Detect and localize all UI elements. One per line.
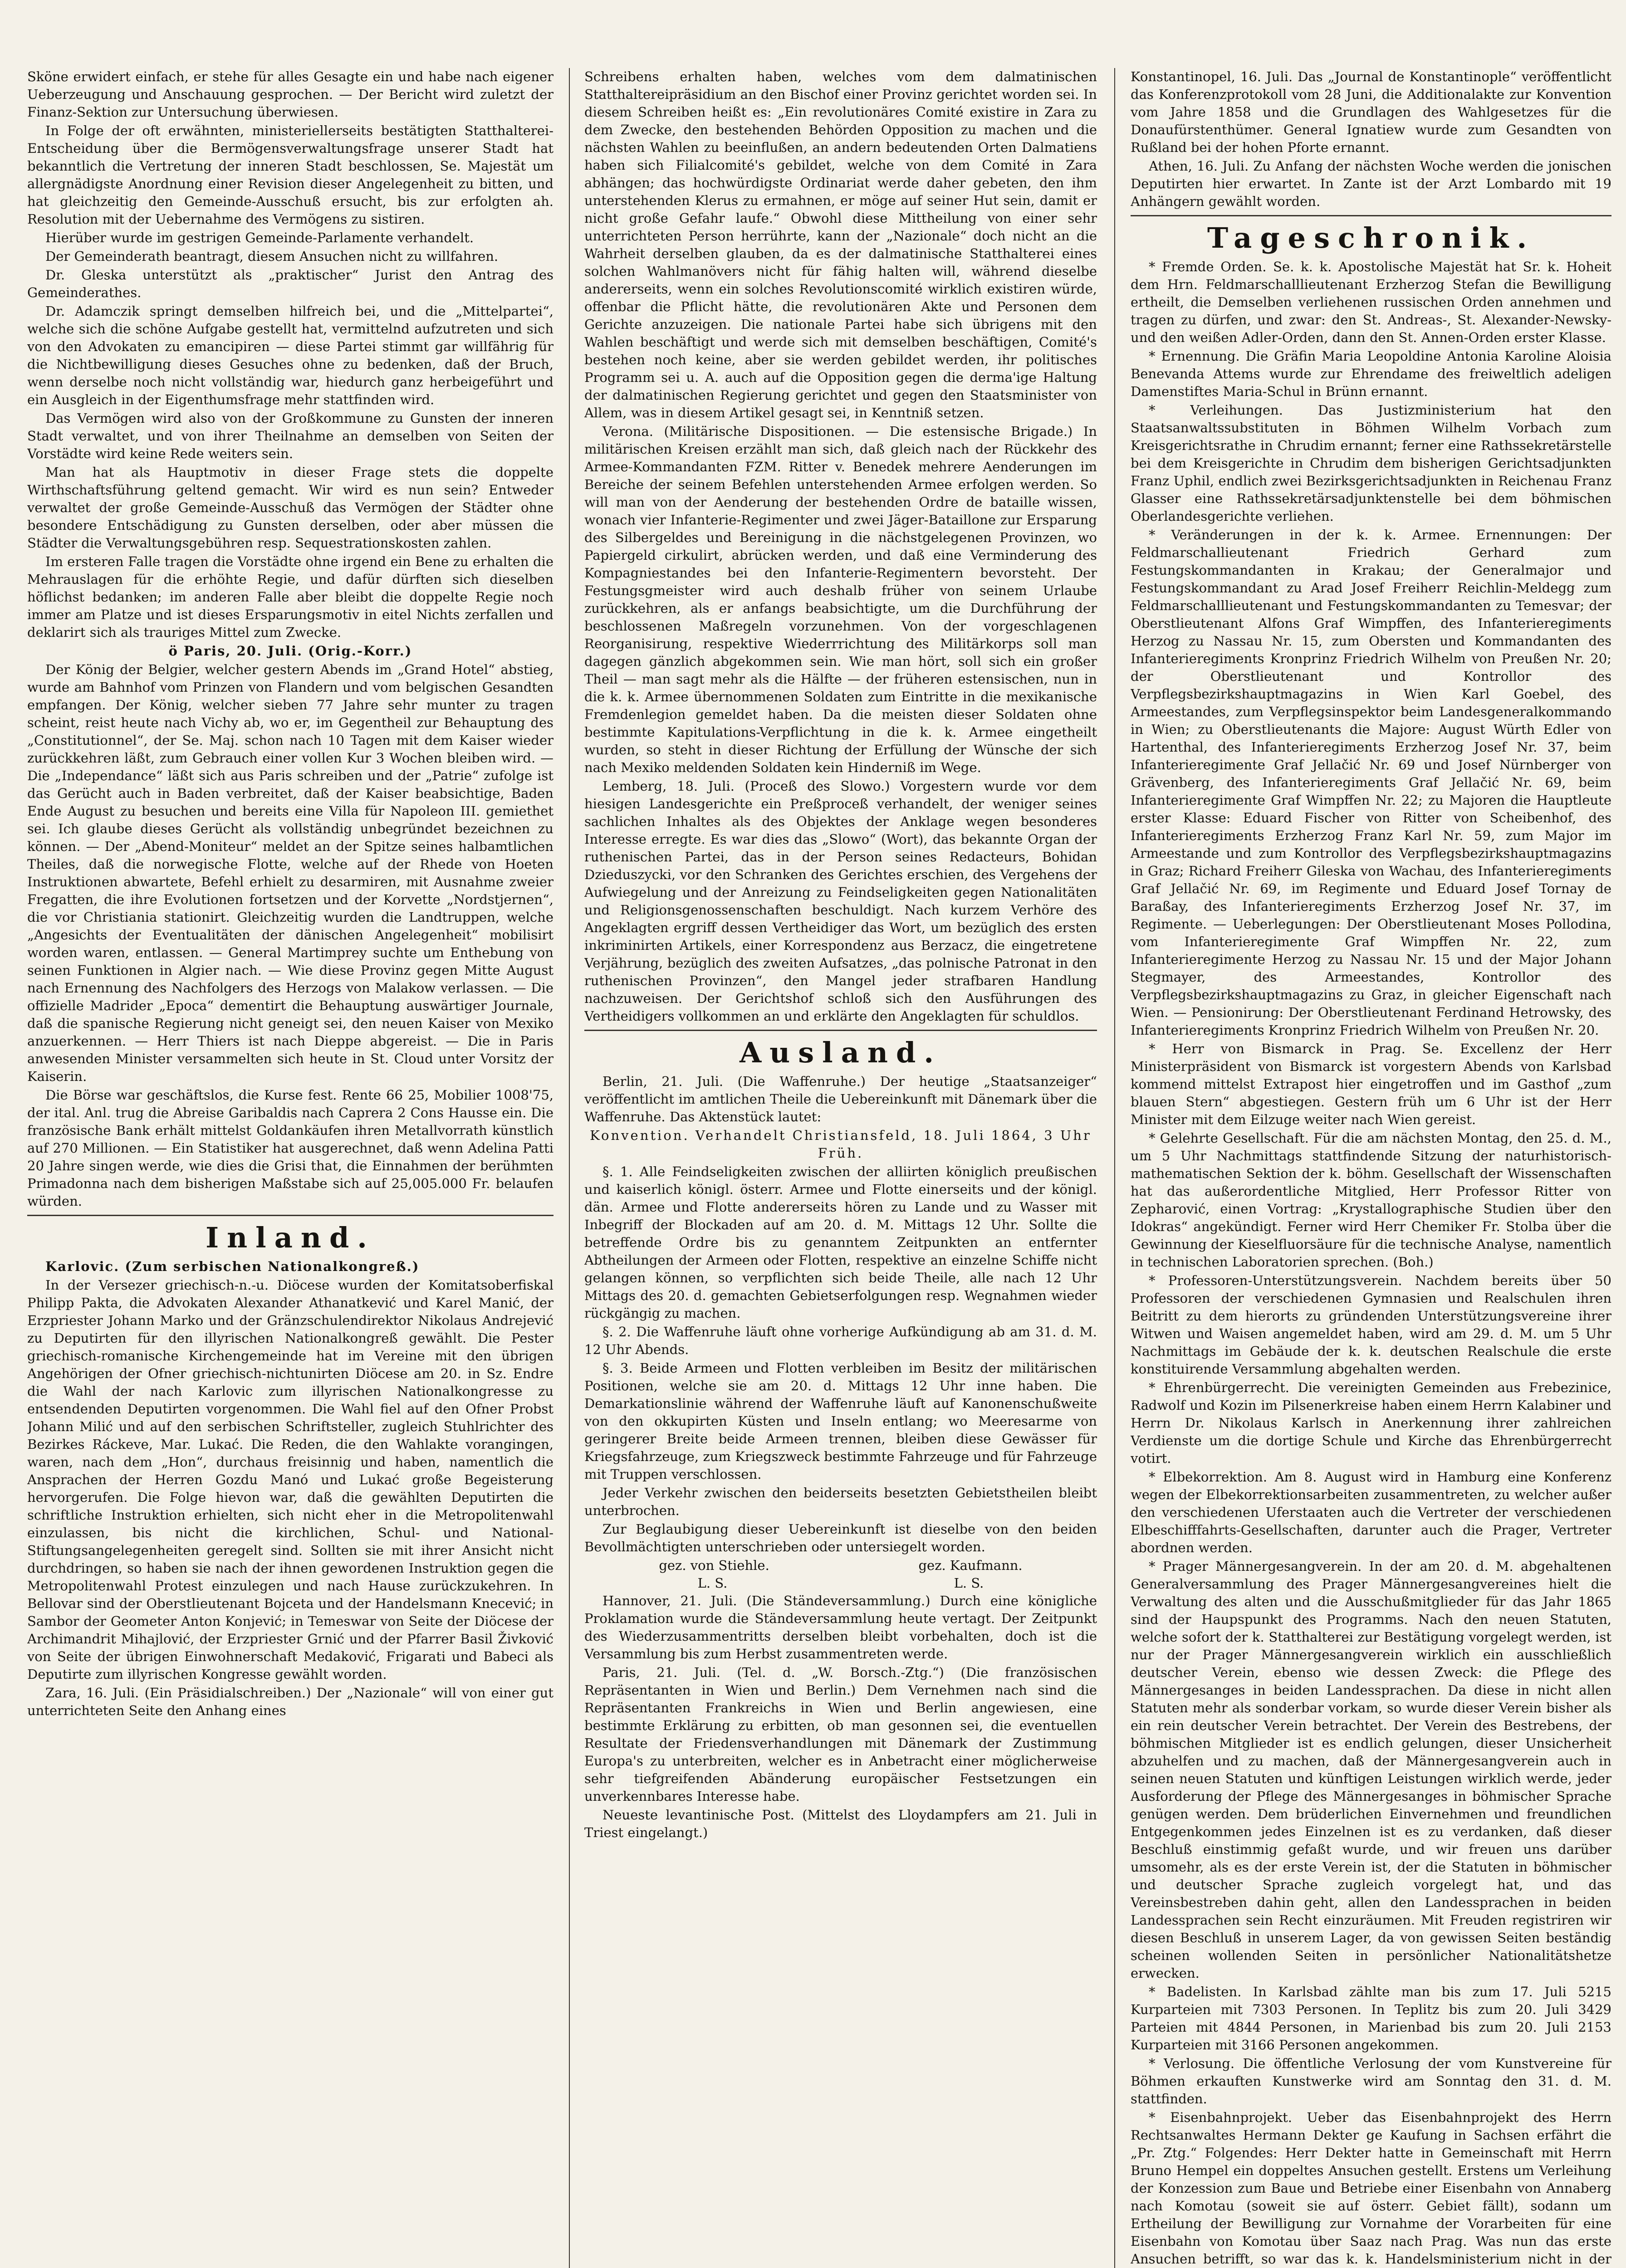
article-paragraph: Zara, 16. Juli. (Ein Präsidialschreiben.) Der „Nazionale“ will von einer gut unterrichteten Seite den Anhang eines [27,1685,553,1718]
article-paragraph: Hannover, 21. Juli. (Die Ständeversammlung.) Durch eine königliche Proklamation wurde die Ständeversammlung heute vertagt. Der Zeitpunkt des Wiederzusammentritts derselben bleibt vorbehalten, doch ist die Versammlung bis zum Herbst zusammentreten werde. [584,1593,1097,1662]
article-paragraph: Der König der Belgier, welcher gestern Abends im „Grand Hotel“ abstieg, wurde am Bahnhof vom Prinzen von Flandern und vom belgischen Gesandten empfangen. Der König, welcher sieben 77 Jahre sehr munter zu tragen scheint, reist heute nach Vichy ab, wo er, im Gegentheil zur Behauptung des „Constitutionnel“, der Se. Maj. schon nach 10 Tagen mit dem Kaiser wieder zurückkehren läßt, zum Gebrauch einer vollen Kur 3 Wochen bleiben wird. — Die „Independance“ läßt sich aus Paris schreiben und der „Patrie“ zufolge ist das Gerücht auch in Baden verbreitet, daß der Kaiser beabsichtige, Baden Ende August zu besuchen und bereits eine Villa für Napoleon III. gemiethet sei. Ich glaube dieses Gerücht als vollständig unbegründet bezeichnen zu können. — Der „Abend-Moniteur“ meldet an der Spitze seines halbamtlichen Theiles, daß die norwegische Flotte, welche auf der Rhede von Hoeten Instruktionen abwartete, Befehl erhielt zu desarmiren, mit Ausnahme zweier Fregatten, die ihre Evolutionen fortsetzen und der Korvette „Nordstjernen“, die vor Christiania stationirt. Gleichzeitig wurden die Landtruppen, welche „Angesichts der Eventualitäten der dänischen Angelegenheit“ mobilisirt worden waren, entlassen. — General Martimprey suchte um Enthebung von seinen Funktionen in Algier nach. — Wie diese Provinz gegen Mitte August nach Ernennung des Nachfolgers des Herzogs von Malakow verlassen. — Die offizielle Madrider „Epoca“ dementirt die Behauptung auswärtiger Journale, daß die spanische Regierung nicht geneigt sei, den neuen Kaiser von Mexiko anzuerkennen. — Herr Thiers ist nach Dieppe abgereist. — Die in Paris anwesenden Minister versammelten sich heute in St. Cloud unter Vorsitz der Kaiserin. [27,662,553,1084]
column-1 [27,68,553,2268]
section-heading-tageschronik: Tageschronik. [1207,221,1535,254]
chronicle-item: * Eisenbahnprojekt. Ueber das Eisenbahnprojekt des Herrn Rechtsanwaltes Hermann Dekter ge Kaufung in Sachsen erfährt die „Pr. Ztg.“ Folgendes: Herr Dekter hatte in Gemeinschaft mit Herrn Bruno Hempel ein doppeltes Ansuchen gestellt. Erstens um Verleihung der Konzession zum Baue und Betriebe einer Eisenbahn von Annaberg nach Komotau (soweit sie auf österr. Gebiet fällt), sodann um Ertheilung der Bewilligung zur Vornahme der Vorarbeiten für eine Eisenbahn von Komotau über Saaz nach Prag. Was nun das erste Ansuchen betrifft, so war das k. k. Handelsministerium nicht in der [1131,2110,1611,2267]
article-paragraph: Das Vermögen wird also von der Großkommune zu Gunsten der inneren Stadt verwaltet, und von ihrer Theilnahme an demselben von Seiten der Vorstädte wird keine Rede weiters sein. [27,411,553,461]
signature-block [584,1557,1097,1574]
article-paragraph: Man hat als Hauptmotiv in dieser Frage stets die doppelte Wirthschaftsführung geltend gemacht. Wir wird es nun sein? Entweder verwaltet der große Gemeinde-Ausschuß das Vermögen der Städter ohne besondere Entschädigung zu Gunsten derselben, oder aber müssen die Städter die Verwaltungsgebühren resp. Sequestrationskosten zahlen. [27,464,553,551]
signature-right: gez. Kaufmann. [918,1558,1023,1573]
signature-left: gez. von Stiehle. [659,1558,769,1573]
karlovic-dateline: Karlovic. (Zum serbischen Nationalkongreß.) [45,1259,420,1274]
chronicle-item: * Ehrenbürgerrecht. Die vereinigten Gemeinden aus Frebezinice, Radwolf und Kozin im Pilsenerkreise haben einem Herrn Kalabiner und Herrn Dr. Nikolaus Karlsch in Anerkennung ihrer zahlreichen Verdienste um die dortige Schule und Kirche das Ehrenbürgerrecht votirt. [1131,1380,1611,1466]
column-2 [584,68,1097,2268]
article-paragraph: Im ersteren Falle tragen die Vorstädte ohne irgend ein Bene zu erhalten die Mehrauslagen für die erhöhte Regie, und dafür dürften sich dieselben höflichst bedanken; im anderen Falle aber bleibt die doppelte Regie noch immer am Platze und ist dieses Ersparungsmotiv in eitel Nichts zerfallen und deklarirt sich als trauriges Mittel zum Zwecke. [27,554,553,640]
article-paragraph: Zur Beglaubigung dieser Uebereinkunft ist dieselbe von den beiden Bevollmächtigten unterschrieben oder untersiegelt worden. [584,1521,1097,1554]
section-heading-ausland: Ausland. [740,1036,942,1069]
chronicle-item: * Ernennung. Die Gräfin Maria Leopoldine Antonia Karoline Aloisia Benevanda Attems wurde zur Ehrendame des freiweltlich adeligen Damenstiftes Maria-Schul in Brünn ernannt. [1131,348,1611,399]
section-heading-inland: Inland. [206,1221,375,1254]
newspaper-page [27,68,1611,2268]
article-paragraph: Hierüber wurde im gestrigen Gemeinde-Parlamente verhandelt. [45,230,474,245]
article-paragraph: §. 2. Die Waffenruhe läuft ohne vorherige Aufkündigung ab am 31. d. M. 12 Uhr Abends. [584,1324,1097,1357]
article-paragraph: Jeder Verkehr zwischen den beiderseits besetzten Gebietstheilen bleibt unterbrochen. [584,1485,1097,1518]
chronicle-item: * Gelehrte Gesellschaft. Für die am nächsten Montag, den 25. d. M., um 5 Uhr Nachmittags stattfindende Sitzung der naturhistorisch-mathematischen Sektion der k. böhm. Gesellschaft der Wissenschaften hat das außerordentliche Mitglied, Herr Professor Ritter von Zepharović, einen Vortrag: „Krystallographische Studien über den Idokras“ angekündigt. Ferner wird Herr Chemiker Fr. Stolba über die Gewinnung der Kieselfluorsäure für die technische Analyse, namentlich in technischen Laboratorien sprechen. (Boh.) [1131,1130,1611,1270]
article-paragraph: In der Versezer griechisch-n.-u. Diöcese wurden der Komitatsoberfiskal Philipp Pakta, die Advokaten Alexander Athanatkević und Karel Manić, der Erzpriester Johann Marko und der Gränzschulendirektor Nikolaus Andrejević zu Deputirten für den illyrischen Nationalkongreß gewählt. Die Pester griechisch-romanische Kirchengemeinde hat im Vereine mit den übrigen Angehörigen der Ofner griechisch-nichtunirten Diöcese am 20. in Sz. Endre die Wahl der nach Karlovic zum illyrischen Nationalkongresse zu entsendenden Deputirten vorgenommen. Die Wahl fiel auf den Ofner Probst Johann Milić und auf den serbischen Schriftsteller, zugleich Stuhlrichter des Bezirkes Ráckeve, Mar. Lukać. Die Reden, die den Wahlakte vorangingen, waren, nach dem „Hon“, durchaus freisinnig und haben, namentlich die Ansprachen der Herren Gozdu Manó und Lukać große Begeisterung hervorgerufen. Die Folge hievon war, daß die gewählten Deputirten die schriftliche Instruktion erhielten, sich nicht eher in die Metropolitenwahl einzulassen, bis nicht die kirchlichen, Schul- und National-Stiftungsangelegenheiten geregelt sind. Sollten sie mit ihrer Ansicht nicht durchdringen, so haben sie nach der ihnen gewordenen Instruktion gegen die Metropolitenwahl Protest einzulegen und nach Hause zurückzukehren. In Bellovar sind der Oberstlieutenant Bojceta und der Handelsmann Knecević; in Sambor der Geometer Anton Konjević; in Temeswar von Seite der Diöcese der Archimandrit Mihajlović, der Erzpriester Grnić und der Pfarrer Basil Živković von Seite der übrigen Einwohnerschaft Medaković, Frigarati und Babeci als Deputirte zum illyrischen Kongresse gewählt worden. [27,1277,553,1682]
chronicle-item: * Fremde Orden. Se. k. k. Apostolische Majestät hat Sr. k. Hoheit dem Hrn. Feldmarschalllieutenant Erzherzog Stefan die Bewilligung ertheilt, die Demselben verliehenen russischen Orden annehmen und tragen zu dürfen, und zwar: den St. Andreas-, St. Alexander-Newsky- und den weißen Adler-Orden, dann den St. Annen-Orden erster Klasse. [1131,259,1611,345]
chronicle-item: * Verleihungen. Das Justizministerium hat den Staatsanwaltssubstituten in Böhmen Wilhelm Vorbach zum Kreisgerichtsrathe in Chrudim ernannt; ferner eine Rathssekretärstelle bei dem Kreisgerichte in Chrudim dem bisherigen Gerichtsadjunkten Franz Uphil, endlich zwei Bezirksgerichtsadjunkten in Reichenau Franz Glasser eine Rathssekretärsadjunktenstelle bei dem böhmischen Oberlandesgerichte verliehen. [1131,402,1611,524]
chronicle-item: * Veränderungen in der k. k. Armee. Ernennungen: Der Feldmarschallieutenant Friedrich Gerhard zum Festungskommandanten in Krakau; der Generalmajor und Festungskommandant zu Arad Josef Freiherr Reichlin-Meldegg zum Feldmarschalllieutenant und Festungskommandanten zu Temesvar; der Oberstlieutenant Alfons Graf Wimpffen, des Infanterieregiments Herzog zu Nassau Nr. 15, zum Obersten und Kommandanten des Infanterieregiments Kronprinz Friedrich Wilhelm von Preußen Nr. 20; der Oberstlieutenant und Kontrollor des Verpflegsbezirkshauptmagazins in Wien Karl Goebel, des Armeestandes, zum Verpflegsinspektor beim Landesgeneralkommando in Wien; zu Oberstlieutenants die Majore: August Würth Edler von Hartenthal, des Infanterieregiments Erzherzog Josef Nr. 37, beim Infanterieregimente Graf Jellačić Nr. 69 und Josef Nürnberger von Grävenberg, des Infanterieregiments Graf Jellačić Nr. 69, beim Infanterieregimente Graf Wimpffen Nr. 22; zu Majoren die Hauptleute erster Klasse: Eduard Fischer von Ritter von Scheibenhof, des Infanterieregiments Erzherzog Franz Karl Nr. 59, zum Major im Armeestande und zum Kontrollor des Verpflegsbezirkshauptmagazins in Graz; Richard Freiherr Gileska von Wachau, des Infanterieregiments Graf Jellačić Nr. 69, im Regimente und Eduard Josef Tornay de Baraßay, des Infanterieregiments Erzherzog Josef Nr. 37, im Regimente. — Ueberlegungen: Der Oberstlieutenant Moses Pollodina, vom Infanterieregimente Graf Wimpffen Nr. 22, zum Infanterieregimente Herzog zu Nassau Nr. 15 und der Major Johann Stegmayer, des Armeestandes, Kontrollor des Verpflegsbezirkshauptmagazins zu Graz, in gleicher Eigenschaft nach Wien. — Pensionirung: Der Oberstlieutenant Ferdinand Hetrowsky, des Infanterieregiments Kronprinz Friedrich Wilhelm von Preußen Nr. 20. [1131,527,1611,1038]
article-paragraph: Paris, 21. Juli. (Tel. d. „W. Borsch.-Ztg.“) (Die französischen Repräsentanten in Wien und Berlin.) Dem Vernehmen nach sind die Repräsentanten Frankreichs in Wien und Berlin angewiesen, eine bestimmte Erklärung zu erbitten, ob man gesonnen sei, die eventuellen Resultate der Friedensverhandlungen mit Dänemark der Zustimmung Europa's zu unterbreiten, welcher es in Anbetracht einer möglicherweise sehr tiefgreifenden Abänderung europäischer Festsetzungen ein unverkennbares Interesse habe. [584,1665,1097,1804]
column-divider [1114,68,1115,2268]
article-paragraph: Athen, 16. Juli. Zu Anfang der nächsten Woche werden die jonischen Deputirten hier erwartet. In Zante ist der Arzt Lombardo mit 19 Anhängern gewählt worden. [1131,158,1611,209]
column-3 [1131,68,1611,2268]
chronicle-item: * Herr von Bismarck in Prag. Se. Excellenz der Herr Ministerpräsident von Bismarck ist vorgestern Abends von Karlsbad kommend mittelst Extrapost hier eingetroffen und im Gasthof „zum blauen Stern“ abgestiegen. Gestern früh um 6 Uhr ist der Herr Minister mit dem Eilzuge weiter nach Wien gereist. [1131,1041,1611,1127]
convention-heading: Konvention. Verhandelt Christiansfeld, 18. Juli 1864, 3 Uhr Früh. [590,1128,1092,1161]
column-divider [569,68,570,2268]
chronicle-item: * Verlosung. Die öffentliche Verlosung der vom Kunstvereine für Böhmen erkauften Kunstwerke wird am Sonntag den 31. d. M. stattfinden. [1131,2056,1611,2107]
seal-right: L. S. [954,1575,984,1591]
article-paragraph: Sköne erwidert einfach, er stehe für alles Gesagte ein und habe nach eigener Ueberzeugung und Anschauung gesprochen. — Der Bericht wird zuletzt der Finanz-Sektion zur Untersuchung überwiesen. [27,69,553,120]
article-paragraph: §. 1. Alle Feindseligkeiten zwischen der alliirten königlich preußischen und kaiserlich königl. österr. Armee und Flotte einerseits und der königl. dän. Armee und Flotte andererseits hören zu Lande und zu Wasser mit Inbegriff der Blockaden auf am 20. d. M. Mittags 12 Uhr. Sollte die betreffende Ordre bis zu genanntem Zeitpunkten an entfernter Abtheilungen der Armeen oder Flotten, respektive an einzelne Schiffe nicht gelangen können, so verpflichten sich beide Theile, alle nach 12 Uhr Mittags des 20. d. gemachten Gebietserfolgungen resp. Wegnahmen wieder rückgängig zu machen. [584,1164,1097,1321]
article-paragraph: Verona. (Militärische Dispositionen. — Die estensische Brigade.) In militärischen Kreisen erzählt man sich, daß gleich nach der Rückkehr des Armee-Kommandanten FZM. Ritter v. Benedek mehrere Aenderungen im Bereiche der seinem Befehlen unterstehenden Armee erfolgen werden. So will man von der Aenderung der bestehenden Ordre de bataille wissen, wonach vier Infanterie-Regimenter und zwei Jäger-Bataillone zur Ersparung des Silbergeldes und Bereinigung in die nächstgelegenen Provinzen, wo Papiergeld cirkulirt, abrücken werden, und daß eine Verminderung des Kompagniestandes bei den Infanterie-Regimentern bevorsteht. Der Festungsgmeister wird auch deshalb früher von seinem Urlaube zurückkehren, als er anfangs beabsichtigte, um die Durchführung der beschlossenen Maßregeln vorzunehmen. Von der vorgeschlagenen Reorganisirung, respektive Wiederrrichtung des Militärkorps soll man dagegen gänzlich abgekommen sein. Wie man hört, soll sich ein großer Theil — man sagt mehr als die Hälfte — der früheren estensischen, nun in die k. k. Armee übernommenen Soldaten zum Eintritte in die mexikanische Fremdenlegion gemeldet haben. Da die meisten dieser Soldaten ohne bestimmte Kapitulations-Verpflichtung in die k. k. Armee eingetheilt wurden, so steht in dieser Richtung der Erfüllung der Wünsche der sich nach Mexiko meldenden Soldaten kein Hinderniß im Wege. [584,424,1097,775]
section-divider [1131,215,1611,216]
chronicle-item: * Elbekorrektion. Am 8. August wird in Hamburg eine Konferenz wegen der Elbekorrektionsarbeiten zusammentreten, zu welcher außer den verschiedenen Uferstaaten auch die Vertreter der verschiedenen Elbeschifffahrts-Gesellschaften, darunter auch die Prager, Vertreter abordnen werden. [1131,1469,1611,1555]
article-paragraph: Lemberg, 18. Juli. (Proceß des Slowo.) Vorgestern wurde vor dem hiesigen Landesgerichte ein Preßproceß verhandelt, der weniger seines sachlichen Inhaltes als des Objektes der Anklage wegen besonderes Interesse erregte. Es war dies das „Slowo“ (Wort), das bekannte Organ der ruthenischen Partei, das in der Person seines Redacteurs, Bohidan Dzieduszycki, vor den Schranken des Gerichtes erschien, des Vergehens der Aufwiegelung und der Anreizung zu Feindseligkeiten gegen Nationalitäten und Religionsgenossenschaften beschuldigt. Nach kurzem Verhöre des Angeklagten ergriff dessen Vertheidiger das Wort, um bezüglich des ersten inkriminirten Artikels, einer Korrespondenz aus Berzacz, die eingetretene Verjährung, bezüglich des zweiten Aufsatzes, „das polnische Patronat in den ruthenischen Provinzen“, den Mangel jeder strafbaren Handlung nachzuweisen. Der Gerichtshof schloß sich den Ausführungen des Vertheidigers vollkommen an und erklärte den Angeklagten für schuldlos. [584,778,1097,1024]
section-divider [584,1030,1097,1031]
article-paragraph: Die Börse war geschäftslos, die Kurse fest. Rente 66 25, Mobilier 1008'75, der ital. Anl. trug die Abreise Garibaldis nach Caprera 2 Cons Hausse ein. Die französische Bank erhält mittelst Goldankäufen ihren Metallvorrath künstlich auf 270 Millionen. — Ein Statistiker hat ausgerechnet, daß wenn Adelina Patti 20 Jahre singen werde, wie dies die Grisi that, die Einnahmen der berühmten Primadonna nach dem bisherigen Maßstabe sich auf 25,005.000 Fr. belaufen würden. [27,1087,553,1209]
article-paragraph: Berlin, 21. Juli. (Die Waffenruhe.) Der heutige „Staatsanzeiger“ veröffentlicht im amtlichen Theile die Uebereinkunft mit Dänemark über die Waffenruhe. Das Aktenstück lautet: [584,1074,1097,1124]
article-paragraph: §. 3. Beide Armeen und Flotten verbleiben im Besitz der militärischen Positionen, welche sie am 20. d. Mittags 12 Uhr inne haben. Die Demarkationslinie während der Waffenruhe läuft auf Kanonenschußweite von den okkupirten Küsten und Inseln entlang; wo Meeresarme von geringerer Breite beide Armeen trennen, bleiben diese Gewässer für Kriegsfahrzeuge, zum Kriegszweck bestimmte Fahrzeuge und für Fahrzeuge mit Truppen verschlossen. [584,1360,1097,1482]
chronicle-item: * Badelisten. In Karlsbad zählte man bis zum 17. Juli 5215 Kurparteien mit 7303 Personen. In Teplitz bis zum 20. Juli 3429 Parteien mit 4844 Personen, in Marienbad bis zum 20. Juli 2153 Kurparteien mit 3166 Personen angekommen. [1131,1984,1611,2053]
article-paragraph: Dr. Adamczik springt demselben hilfreich bei, und die „Mittelpartei“, welche sich die schöne Aufgabe gestellt hat, vermittelnd aufzutreten und sich von den Advokaten zu emancipiren — diese Partei stimmt gar willfährig für die Nichtbewilligung dieses Gesuches ohne zu bedenken, daß der Bruch, wenn derselbe noch nicht vollständig war, hiedurch ganz herbeigeführt und ein Ausgleich in der Eigenthumsfrage mehr stattfinden wird. [27,303,553,407]
article-paragraph: Dr. Gleska unterstützt als „praktischer“ Jurist den Antrag des Gemeinderathes. [27,267,553,300]
article-paragraph: Konstantinopel, 16. Juli. Das „Journal de Konstantinople“ veröffentlicht das Konferenzprotokoll vom 28 Juni, die Additionalakte zur Konvention vom Jahre 1858 und die Grundlagen des Wahlgesetzes für die Donaufürstenthümer. General Ignatiew wurde zum Gesandten von Rußland bei der hohen Pforte ernannt. [1131,69,1611,155]
article-paragraph: Neueste levantinische Post. (Mittelst des Lloydampfers am 21. Juli in Triest eingelangt.) [584,1807,1097,1840]
paris-dateline: ö Paris, 20. Juli. (Orig.-Korr.) [168,643,412,659]
chronicle-item: * Professoren-Unterstützungsverein. Nachdem bereits über 50 Professoren der verschiedenen Gymnasien und Realschulen ihren Beitritt zu dem hierorts zu gründenden Unterstützungsvereine ihrer Witwen und Waisen angemeldet haben, wird am 29. d. M. um 5 Uhr Nachmittags im Gebäude der k. k. deutschen Realschule die erste konstituirende Versammlung abgehalten werden. [1131,1273,1611,1377]
section-divider [27,1215,553,1216]
chronicle-item: * Prager Männergesangverein. In der am 20. d. M. abgehaltenen Generalversammlung des Prager Männergesangvereines hielt die Verwaltung des alten und die Ausschußmitglieder für das Jahr 1865 sind der Haupspunkt des Programms. Nach den neuen Statuten, welche sofort der k. Statthalterei zur Bestätigung vorgelegt werden, ist nur der Prager Männergesangverein wirklich ein ausschließlich deutscher Verein, ebenso wie dessen Zweck: die Pflege des Männergesanges in beiden Landessprachen. Da diese in nicht allen Statuten mehr als sonderbar vorkam, so wurde dieser Verein bisher als ein rein deutscher Verein betrachtet. Der Verein des Bestrebens, der böhmischen Mitglieder ist es endlich gelungen, dieser Unsicherheit abzuhelfen und zu machen, daß der Männergesangverein auch in seinen neuen Statuten und künftigen Leistungen wirklich werde, jeder Ausforderung der Pflege des Männergesanges in böhmischer Sprache genügen werden. Dem brüderlichen Einvernehmen und freundlichen Entgegenkommen jedes Einzelnen ist es zu verdanken, daß dieser Beschluß einstimmig gefaßt wurde, und wir freuen uns darüber umsomehr, als es der erste Verein ist, der die Statuten in böhmischer und deutscher Sprache zugleich vorgelegt hat, und das Vereinsbestreben dahin geht, allen den Landessprachen in beiden Landessprachen sein Recht einzuräumen. Mit Freuden registriren wir diesen Beschluß in unserem Lager, da von gewissen Seiten beständig scheinen wollenden Seiten in persönlicher Nationalitätshetze erwecken. [1131,1559,1611,1981]
seal-left: L. S. [697,1575,728,1591]
article-paragraph: Schreibens erhalten haben, welches vom dem dalmatinischen Statthaltereipräsidium an den Bischof einer Provinz gerichtet worden sei. In diesem Schreiben heißt es: „Ein revolutionäres Comité existire in Zara zu dem Zwecke, den bestehenden Behörden Opposition zu machen und die nächsten Wahlen zu beeinflußen, an andern bedeutenden Orten Dalmatiens haben sich Filialcomité's gebildet, welche von dem Comité in Zara abhängen; das hochwürdigste Ordinariat werde daher gebeten, den ihm unterstehenden Klerus zu ermahnen, er möge auf seiner Hut sein, damit er nicht große Gefahr laufe.“ Obwohl diese Mittheilung von einer sehr unterrichteten Person herrührte, kann der „Nazionale“ doch nicht an die Wahrheit derselben glauben, da es der dalmatinische Statthalterei eines solchen Wahlmanövers nicht für fähig halten will, während dieselbe andererseits, wenn ein solches Revolutionscomité wirklich existiren würde, offenbar die Pflicht hätte, die revolutionären Akte und Personen dem Gerichte anzuzeigen. Die nationale Partei habe sich übrigens mit den Wahlen beschäftigt und werde sich mit demselben beschäftigen, Comité's bestehen noch keine, aber sie werden gebildet werden, ihr politisches Programm sei u. A. auch auf die Opposition gegen die derma'ige Haltung der dalmatinischen Regierung gerichtet und gegen den Staatsminister von Allem, was in diesem Artikel gesagt sei, in Kenntniß setzen. [584,69,1097,420]
seal-block [584,1574,1097,1592]
article-paragraph: In Folge der oft erwähnten, ministeriellerseits bestätigten Statthalterei-Entscheidung über die Bermögensverwaltungsfrage unserer Stadt hat bekanntlich die Vertretung der inneren Stadt beschlossen, Se. Majestät um allergnädigste Anordnung einer Revision dieser Angelegenheit zu bitten, und hat gleichzeitig den Gemeinde-Ausschuß ersucht, bis zur erfolgten ah. Resolution mit der Uebernahme des Vermögens zu sistiren. [27,123,553,227]
article-paragraph: Der Gemeinderath beantragt, diesem Ansuchen nicht zu willfahren. [45,249,499,264]
